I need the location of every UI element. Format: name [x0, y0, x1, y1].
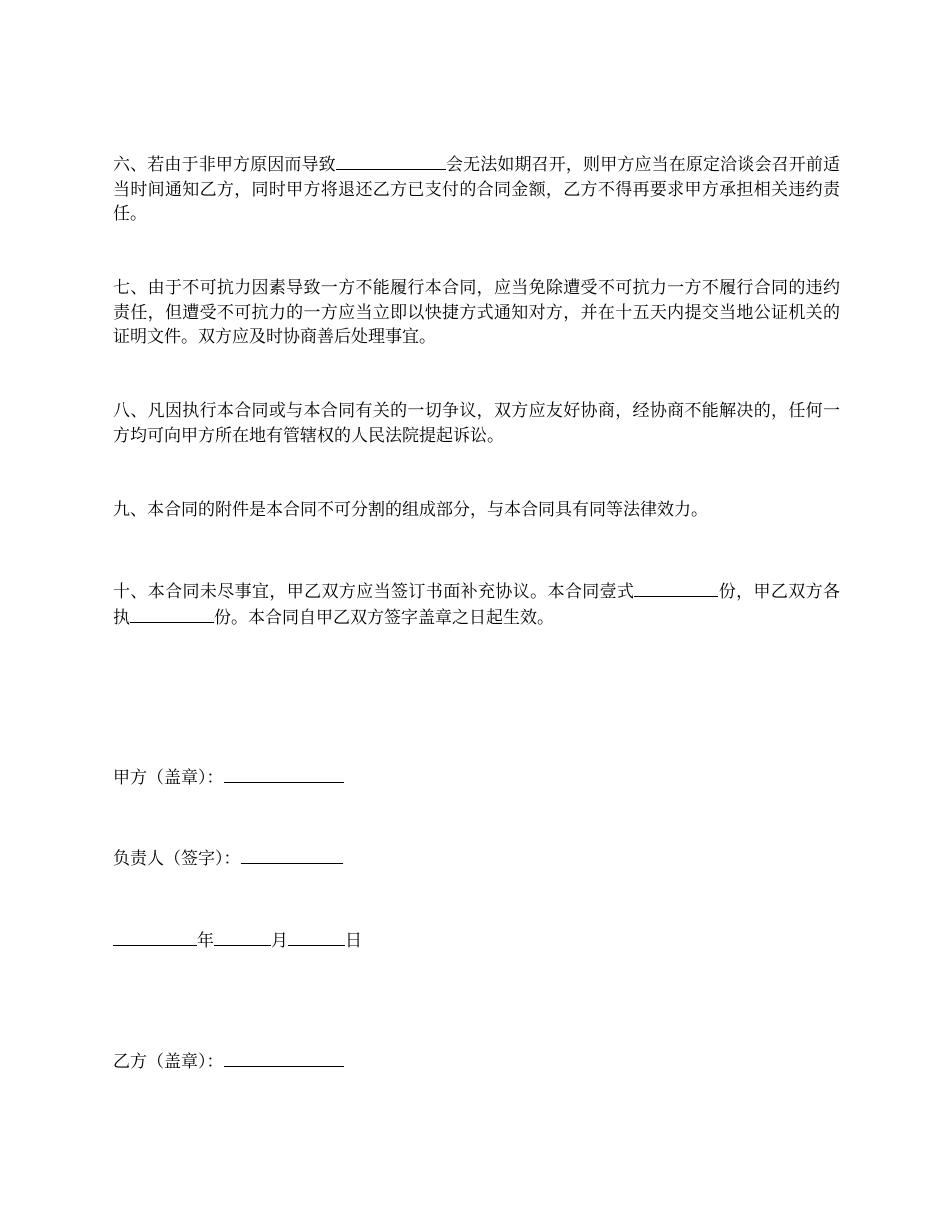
responsible-person-signature-blank	[241, 846, 343, 864]
party-b-signature-line	[113, 1049, 344, 1074]
event-name-blank	[336, 152, 446, 170]
clause-seven-text: 七、由于不可抗力因素导致一方不能履行本合同，应当免除遭受不可抗力一方不履行合同的违约责任，但遭受不可抗力的一方应当立即以快捷方式通知对方，并在十五天内提交当地公证机关的证明文件。双方应及时协商善后处理事宜。	[113, 278, 840, 347]
clause-ten	[113, 579, 840, 630]
clause-nine-text: 九、本合同的附件是本合同不可分割的组成部分，与本合同具有同等法律效力。	[113, 500, 708, 520]
year-blank	[113, 928, 197, 946]
copies-total-blank	[634, 579, 718, 597]
date-line	[113, 928, 362, 953]
clause-six-text-end: 会无法如期召开，则甲方应当在原定洽谈会召开前适当时间通知乙方，同时甲方将退还乙方已支付的合同金额，乙方不得再要求甲方承担相关违约责任。	[113, 155, 841, 224]
responsible-person-signature-line	[113, 846, 343, 871]
clause-eight	[113, 399, 840, 448]
party-b-seal-blank	[224, 1049, 344, 1067]
clause-six-text-start: 六、若由于非甲方原因而导致	[113, 155, 336, 175]
party-a-seal-blank	[224, 765, 344, 783]
clause-ten-text-middle: 份，甲乙双方各执	[113, 582, 841, 628]
clause-six	[113, 152, 840, 227]
clause-seven	[113, 276, 840, 350]
clause-ten-text-start: 十、本合同未尽事宜，甲乙双方应当签订书面补充协议。本合同壹式	[113, 582, 635, 602]
day-blank	[288, 928, 345, 946]
copies-each-blank	[130, 605, 214, 623]
clause-ten-text-end: 份。本合同自甲乙双方签字盖章之日起生效。	[214, 607, 554, 628]
clause-eight-text: 八、凡因执行本合同或与本合同有关的一切争议，双方应友好协商，经协商不能解决的，任何一方均可向甲方所在地有管辖权的人民法院提起诉讼。	[113, 401, 840, 446]
day-label: 日	[345, 931, 362, 951]
year-label: 年	[197, 931, 214, 951]
party-b-label: 乙方（盖章）：	[113, 1052, 224, 1072]
clause-nine	[113, 498, 840, 523]
party-a-label: 甲方（盖章）：	[113, 768, 224, 788]
month-label: 月	[271, 931, 288, 951]
party-a-signature-line	[113, 765, 344, 790]
month-blank	[214, 928, 271, 946]
responsible-person-label: 负责人（签字）：	[113, 849, 241, 869]
